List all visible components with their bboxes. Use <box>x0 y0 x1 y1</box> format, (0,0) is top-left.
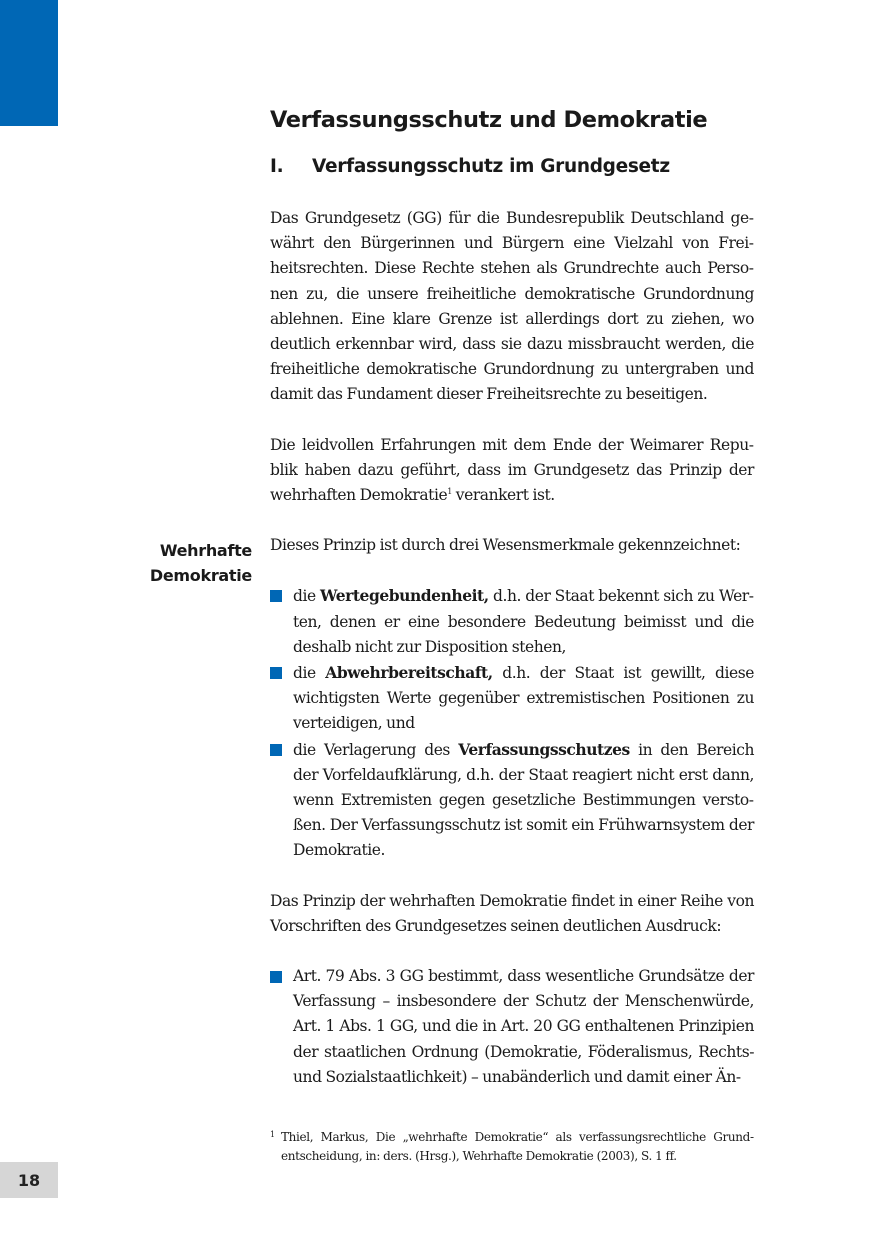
list-item-text: d.h. der Staat bekennt sich zu Werten, denen er eine besondere Bedeutung beimisst und die deshalb nicht zur Disposition stehen, <box>293 587 755 656</box>
margin-keyword-line: Wehrhafte <box>159 541 252 560</box>
list-item-keyword: Verfassungsschutzes <box>458 739 630 759</box>
list-item-text: in den Bereich der Vorfeldaufklärung, d.h. der Staat reagiert nicht erst dann, wenn Extremisten gegen gesetzliche Bestimmungen verstoßen. Der Verfassungsschutz ist somit ein Frühwarnsystem der Demokratie. <box>293 740 754 860</box>
footnote-text: Thiel, Markus, Die „wehrhafte Demokratie“ als verfassungsrechtliche Grundentscheidung, in: ders. (Hrsg.), Wehrhafte Demokratie (2003), S. 1 ff. <box>281 1130 754 1163</box>
square-bullet-icon <box>270 590 282 602</box>
square-bullet-icon <box>270 667 282 679</box>
paragraph-intro: Das Grundgesetz (GG) für die Bundesrepublik Deutschland gewährt den Bürgerinnen und Bürgern eine Vielzahl von Freiheitsrechten. Diese Rechte stehen als Grundrechte auch Personen zu, die unsere freiheitliche demokratische Grundordnung ablehnen. Eine klare Grenze ist allerdings dort zu ziehen, wo deutlich erkennbar wird, dass sie dazu missbraucht werden, die freiheitliche demokratische Grundordnung zu untergraben und damit das Fundament dieser Freiheitsrechte zu beseitigen. <box>270 209 754 404</box>
page-number: 18 <box>0 1162 58 1198</box>
paragraph-history-text: Die leidvollen Erfahrungen mit dem Ende der Weimarer Republik haben dazu geführt, dass im Grundgesetz das Prinzip der wehrhaften Demokratie <box>270 435 754 505</box>
list-item-keyword: Wertegebundenheit, <box>320 586 489 606</box>
list-item <box>270 737 754 864</box>
paragraph-principle: Dieses Prinzip ist durch drei Wesensmerkmale gekennzeichnet: <box>270 536 741 555</box>
list-item-keyword: Abwehrbereitschaft, <box>325 663 493 683</box>
paragraph-provisions: Das Prinzip der wehrhaften Demokratie findet in einer Reihe von Vorschriften des Grundgesetzes seinen deutlichen Ausdruck: <box>270 891 754 935</box>
list-item-prefix: die Verlagerung des <box>293 740 459 759</box>
main-text-column <box>270 100 754 1090</box>
paragraph-history-end: verankert ist. <box>451 486 555 505</box>
footnote-mark: 1 <box>270 1130 275 1139</box>
footnote-reference: 1 <box>447 486 452 496</box>
square-bullet-icon <box>270 971 282 983</box>
paragraph-history <box>270 433 754 509</box>
list-item-text: Art. 79 Abs. 3 GG bestimmt, dass wesentliche Grundsätze der Verfassung – insbesondere der Schutz der Menschenwürde, Art. 1 Abs. 1 GG, und die in Art. 20 GG enthaltenen Prinzipien der staatlichen Ordnung (Demokratie, Föderalismus, Rechts- und Sozialstaatlichkeit) – unabänderlich und damit einer Än- <box>293 967 754 1086</box>
feature-list <box>270 583 754 863</box>
section-number: I. <box>270 156 284 177</box>
section-heading <box>270 152 754 182</box>
list-item-text: d.h. der Staat ist gewillt, diese wichtigsten Werte gegenüber extremistischen Positionen zu verteidigen, und <box>293 664 754 733</box>
list-item-prefix: die <box>293 587 320 606</box>
list-item-prefix: die <box>293 664 326 683</box>
margin-keyword-line: Demokratie <box>149 566 252 585</box>
corner-color-tab <box>0 0 58 126</box>
list-item <box>270 583 754 660</box>
margin-keyword <box>150 538 252 588</box>
square-bullet-icon <box>270 744 282 756</box>
footnote <box>270 1128 754 1166</box>
article-list <box>270 964 754 1090</box>
list-item <box>270 660 754 737</box>
page-title: Verfassungsschutz und Demokratie <box>270 107 708 133</box>
list-item <box>270 964 754 1090</box>
section-title: Verfassungsschutz im Grundgesetz <box>312 156 670 177</box>
